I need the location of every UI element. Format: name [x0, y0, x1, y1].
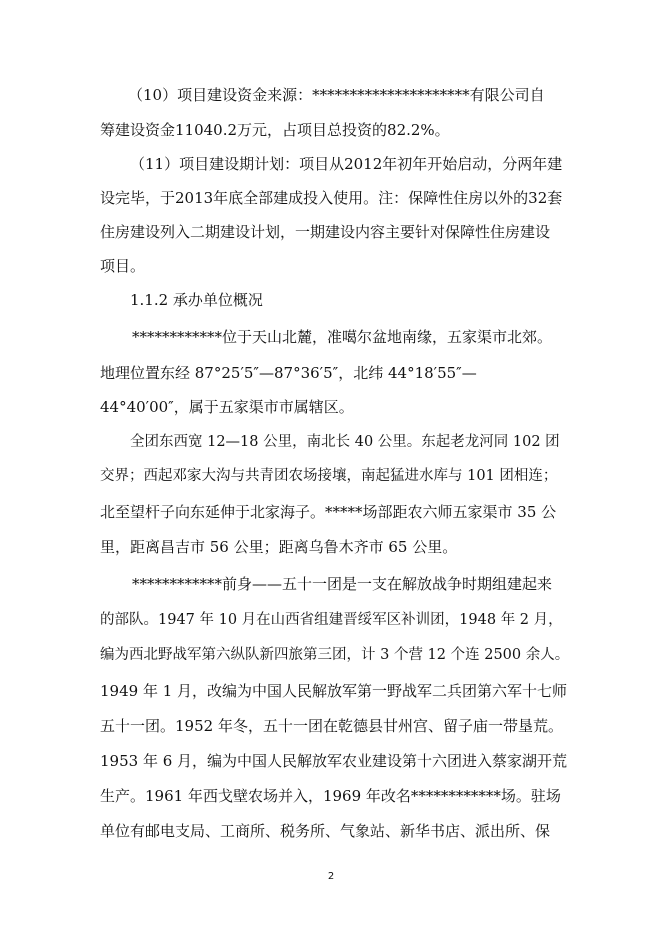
text-line: ************位于天山北麓，准噶尔盆地南缘，五家渠市北郊。: [132, 328, 553, 346]
text-line: 交界；西起邓家大沟与共青团农场接壤，南起猛进水库与 101 团相连；: [100, 468, 558, 484]
text-line: 筹建设资金11040.2万元，占项目总投资的82.2%。: [100, 121, 450, 139]
text-line: 编为西北野战军第六纵队新四旅第三团，计 3 个营 12 个连 2500 余人。: [100, 647, 570, 663]
text-line: 设完毕，于2013年底全部建成投入使用。注：保障性住房以外的32套: [100, 189, 563, 207]
text-line: 的部队。1947 年 10 月在山西省组建晋绥军区补训团，1948 年 2 月，: [100, 612, 563, 628]
text-line: （10）项目建设资金来源：*********************有限公司自: [128, 86, 545, 104]
text-line: 单位有邮电支局、工商所、税务所、气象站、新华书店、派出所、保: [100, 822, 551, 840]
text-line: 全团东西宽 12—18 公里，南北长 40 公里。东起老龙河同 102 团: [130, 434, 560, 450]
text-line: 北至望杆子向东延伸于北家海子。*****场部距农六师五家渠市 35 公: [100, 503, 557, 521]
text-line: 里，距离昌吉市 56 公里；距离乌鲁木齐市 65 公里。: [100, 538, 458, 556]
text-line: 1949 年 1 月，改编为中国人民解放军第一野战军二兵团第六军十七师: [100, 682, 568, 700]
text-line: 住房建设列入二期建设计划，一期建设内容主要针对保障性住房建设: [100, 223, 551, 241]
text-line: 项目。: [100, 257, 146, 275]
text-line: 1953 年 6 月，编为中国人民解放军农业建设第十六团进入蔡家湖开荒: [100, 752, 568, 770]
text-line: 地理位置东经 87°25′5″—87°36′5″，北纬 44°18′55″—: [100, 364, 477, 382]
text-line: （11）项目建设期计划：项目从2012年初年开始启动，分两年建: [130, 155, 563, 173]
section-heading: 1.1.2 承办单位概况: [130, 291, 263, 309]
text-line: 五十一团。1952 年冬，五十一团在乾德县甘州宫、留子庙一带垦荒。: [100, 717, 563, 735]
page-number: 2: [327, 871, 335, 882]
text-line: 生产。1961 年西戈壁农场并入，1969 年改名************场。驻场: [100, 787, 561, 805]
text-line: ************前身——五十一团是一支在解放战争时期组建起来: [132, 575, 553, 593]
text-line: 44°40′00″，属于五家渠市市属辖区。: [100, 398, 354, 416]
